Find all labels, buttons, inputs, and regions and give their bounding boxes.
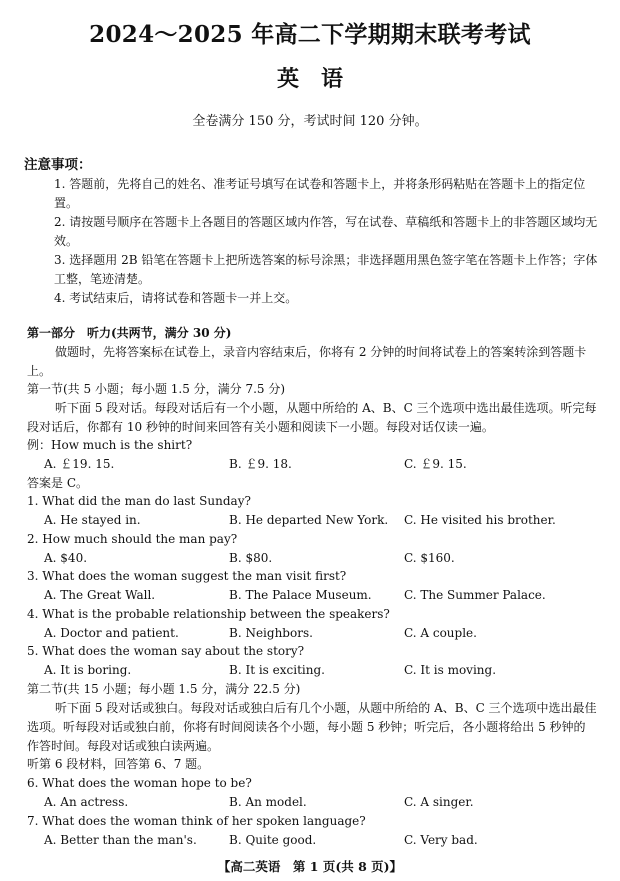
score-info: 全卷满分 150 分，考试时间 120 分钟。 (192, 114, 428, 129)
section2-heading: 第二节(共 15 小题；每小题 1.5 分，满分 22.5 分) (27, 682, 301, 696)
q1-option-c: C. He visited his brother. (404, 513, 556, 527)
q2-option-b: B. $80. (229, 551, 273, 565)
subject-title: 英 语 (276, 66, 343, 92)
material-note: 听第 6 段材料，回答第 6、7 题。 (27, 757, 210, 771)
q2-option-a: A. $40. (44, 551, 88, 565)
page-footer: 【高二英语 第 1 页(共 8 页)】 (217, 859, 403, 874)
q6-option-a: A. An actress. (44, 795, 129, 809)
part1-heading: 第一部分 听力(共两节，满分 30 分) (27, 326, 232, 340)
example-option-b: B. ￡9. 18. (229, 457, 292, 471)
q3-option-c: C. The Summer Palace. (404, 588, 546, 602)
q1-option-b: B. He departed New York. (229, 513, 389, 527)
note-item: 1. 答题前，先将自己的姓名、准考证号填写在试卷和答题卡上，并将条形码粘贴在答题卡上的指定位置。 (54, 177, 586, 210)
note-item: 3. 选择题用 2B 铅笔在答题卡上把所选答案的标号涂黑；非选择题用黑色签字笔在答题卡上作答；字体工整，笔迹清楚。 (54, 253, 598, 286)
question-5: 5. What does the woman say about the story? (27, 644, 305, 658)
q6-option-c: C. A singer. (404, 795, 474, 809)
q2-option-c: C. $160. (404, 551, 455, 565)
section2-instruction: 听下面 5 段对话或独白。每段对话或独白后有几个小题，从题中所给的 A、B、C 三个选项中选出最佳选项。听每段对话或独白前，你将有时间阅读各个小题，每小题 5 秒钟；听完后，各小题将给出 5 秒钟的作答时间。每段对话或独白读两遍。 (27, 701, 597, 753)
note-item: 4. 考试结束后，请将试卷和答题卡一并上交。 (54, 291, 298, 305)
example-option-a: A. ￡19. 15. (44, 457, 115, 471)
q7-option-a: A. Better than the man's. (44, 833, 197, 847)
q3-option-b: B. The Palace Museum. (229, 588, 372, 602)
question-4: 4. What is the probable relationship between the speakers? (27, 607, 390, 621)
q5-option-b: B. It is exciting. (229, 663, 325, 677)
note-item: 2. 请按题号顺序在答题卡上各题目的答题区域内作答，写在试卷、草稿纸和答题卡上的非答题区域均无效。 (54, 215, 598, 248)
q4-option-b: B. Neighbors. (229, 626, 313, 640)
question-6: 6. What does the woman hope to be? (27, 776, 252, 790)
q7-option-c: C. Very bad. (404, 833, 478, 847)
q6-option-b: B. An model. (229, 795, 307, 809)
section1-instruction: 听下面 5 段对话。每段对话后有一个小题，从题中所给的 A、B、C 三个选项中选出最佳选项。听完每段对话后，你都有 10 秒钟的时间来回答有关小题和阅读下一小题。每段对话仅读一遍。 (27, 401, 597, 434)
q5-option-a: A. It is boring. (44, 663, 132, 677)
section1-heading: 第一节(共 5 小题；每小题 1.5 分，满分 7.5 分) (27, 382, 286, 396)
q1-option-a: A. He stayed in. (44, 513, 141, 527)
exam-title: 2024～2025 年高二下学期期末联考考试 (89, 21, 531, 48)
question-3: 3. What does the woman suggest the man visit first? (27, 569, 347, 583)
q5-option-c: C. It is moving. (404, 663, 497, 677)
example-option-c: C. ￡9. 15. (404, 457, 467, 471)
example-answer: 答案是 C。 (27, 476, 88, 490)
q4-option-c: C. A couple. (404, 626, 477, 640)
question-2: 2. How much should the man pay? (27, 532, 238, 546)
part1-instruction: 做题时，先将答案标在试卷上，录音内容结束后，你将有 2 分钟的时间将试卷上的答案转涂到答题卡上。 (27, 345, 587, 378)
q7-option-b: B. Quite good. (229, 833, 317, 847)
q4-option-a: A. Doctor and patient. (44, 626, 179, 640)
q3-option-a: A. The Great Wall. (44, 588, 156, 602)
question-1: 1. What did the man do last Sunday? (27, 494, 251, 508)
example-question: 例：How much is the shirt? (27, 438, 193, 452)
notes-heading: 注意事项： (24, 157, 92, 173)
question-7: 7. What does the woman think of her spoken language? (27, 814, 366, 828)
